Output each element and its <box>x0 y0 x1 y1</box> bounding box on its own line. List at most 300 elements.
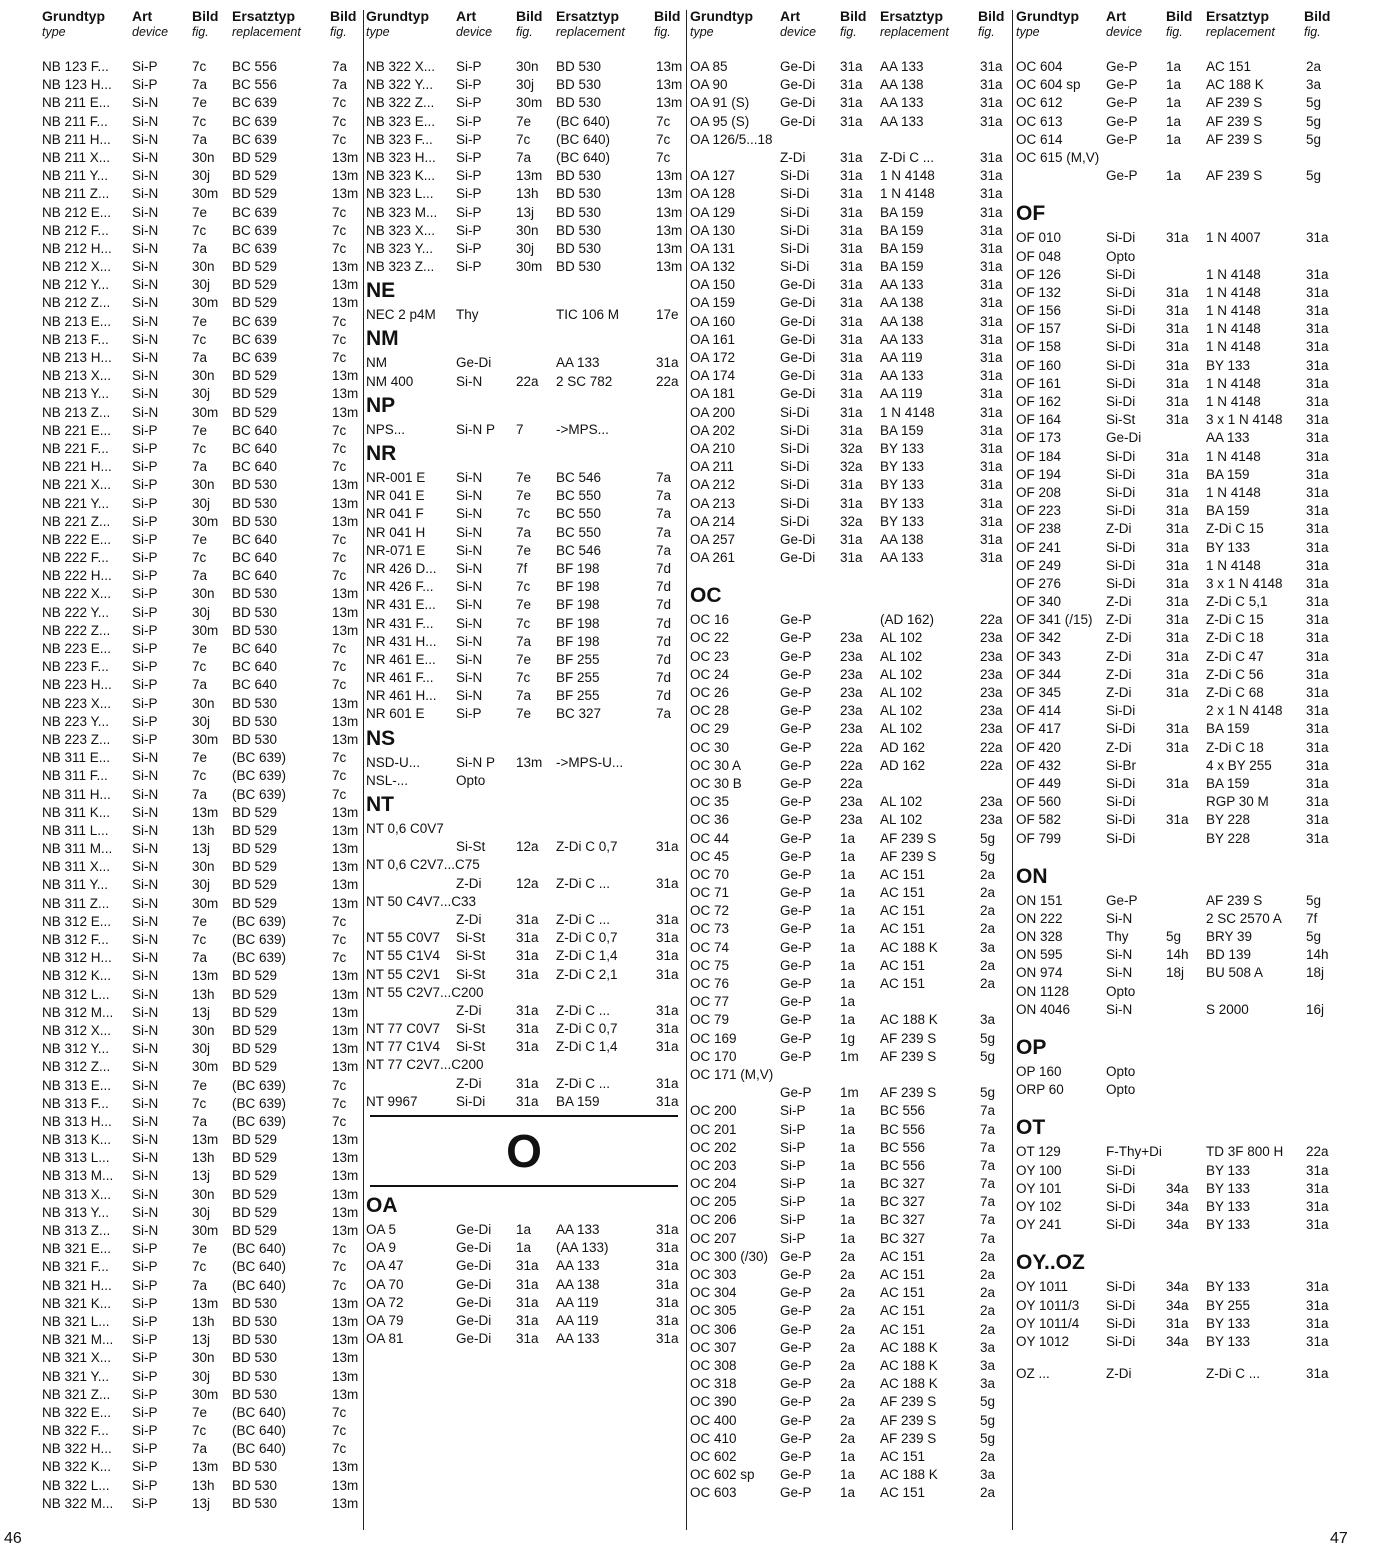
replacement-cell: BD 529 <box>232 1150 278 1166</box>
table-row <box>366 875 682 893</box>
table-row <box>690 975 1014 993</box>
fig-cell: 7e <box>192 313 208 329</box>
replacement-cell: Z-Di C ... <box>880 149 934 165</box>
table-row <box>1016 1315 1334 1333</box>
table-row <box>366 306 682 324</box>
type-cell: NB 311 M... <box>42 841 113 857</box>
type-cell: NB 223 Z... <box>42 731 111 747</box>
replacement-fig-cell: 16j <box>1306 1001 1325 1017</box>
device-cell: Si-P <box>132 677 158 693</box>
table-row <box>42 767 358 785</box>
type-cell: NB 211 Y... <box>42 168 109 184</box>
replacement-fig-cell: 2a <box>980 885 996 901</box>
device-cell: Z-Di <box>1106 630 1132 646</box>
replacement-fig-cell: 7f <box>1306 910 1318 926</box>
device-cell: Ge-P <box>780 1339 812 1355</box>
device-cell: Si-N <box>132 1022 159 1038</box>
replacement-cell: AA 138 <box>880 295 924 311</box>
type-cell: NB 312 H... <box>42 950 112 966</box>
type-cell: OF 156 <box>1016 303 1062 319</box>
replacement-cell: BA 159 <box>1206 503 1250 519</box>
fig-cell: 31a <box>1166 230 1189 246</box>
replacement-cell: Z-Di C 18 <box>1206 739 1264 755</box>
device-cell: Opto <box>456 772 486 788</box>
type-cell: NR 041 E <box>366 488 425 504</box>
table-row <box>1016 502 1334 520</box>
device-cell: Ge-P <box>780 1430 812 1446</box>
replacement-cell: (BC 639) <box>232 932 287 947</box>
replacement-cell: AF 239 S <box>1206 95 1263 111</box>
replacement-fig-cell: 13m <box>656 240 683 256</box>
replacement-fig-cell: 7a <box>656 470 672 485</box>
type-cell: OA 200 <box>690 404 736 420</box>
type-cell: NB 311 Y... <box>42 877 109 893</box>
table-row <box>1016 830 1334 848</box>
fig-cell: 31a <box>840 531 863 547</box>
fig-cell: 31a <box>840 259 863 275</box>
fig-cell: 31a <box>1166 539 1189 555</box>
device-cell: Si-Di <box>780 404 810 420</box>
replacement-fig-cell: 7c <box>332 440 347 456</box>
table-body <box>1016 58 1334 1383</box>
type-cell: OA 72 <box>366 1294 404 1310</box>
table-row <box>1016 411 1334 429</box>
replacement-fig-cell: 31a <box>1306 503 1329 519</box>
type-cell: NB 211 H... <box>42 131 111 147</box>
device-cell: Si-Di <box>1106 1279 1136 1295</box>
device-cell: Si-P <box>132 1332 158 1348</box>
table-row <box>690 1030 1014 1048</box>
header-type <box>42 8 105 40</box>
replacement-fig-cell: 13m <box>332 731 359 747</box>
table-row <box>366 354 682 372</box>
replacement-cell: BC 640 <box>232 550 278 566</box>
letter-divider <box>366 1111 682 1191</box>
type-cell: NB 323 K... <box>366 168 436 184</box>
replacement-cell: BC 640 <box>232 641 278 656</box>
replacement-fig-cell: 13m <box>332 895 359 911</box>
fig-cell: 30m <box>192 1386 219 1402</box>
fig-cell: 7e <box>516 706 532 722</box>
table-row <box>690 648 1014 666</box>
replacement-cell: BD 530 <box>556 168 602 184</box>
replacement-cell: BD 529 <box>232 859 278 875</box>
fig-cell: 31a <box>1166 321 1189 337</box>
type-cell: NR 461 H... <box>366 688 437 704</box>
replacement-fig-cell: 7c <box>332 1259 347 1275</box>
replacement-cell: BA 159 <box>1206 775 1250 791</box>
replacement-fig-cell: 31a <box>656 1002 679 1018</box>
table-row <box>42 604 358 622</box>
replacement-cell: BC 327 <box>880 1194 926 1210</box>
fig-cell: 30j <box>192 277 211 293</box>
fig-cell: 7c <box>192 932 207 947</box>
header-replacement-de: Ersatztyp <box>1206 8 1270 24</box>
type-cell: ON 222 <box>1016 910 1063 926</box>
device-cell: Si-N P <box>456 421 496 437</box>
fig-cell: 7c <box>192 768 207 784</box>
fig-cell: 7e <box>516 113 532 129</box>
fig-cell: 7e <box>516 470 532 485</box>
replacement-fig-cell: 13m <box>332 1295 359 1311</box>
table-row <box>366 1257 682 1275</box>
device-cell: Si-P <box>132 59 158 74</box>
device-cell: Si-N <box>132 295 159 311</box>
table-row <box>42 986 358 1004</box>
device-cell: Ge-P <box>780 1303 812 1319</box>
fig-cell: 13m <box>192 1459 219 1475</box>
type-cell: OC 45 <box>690 848 730 864</box>
replacement-fig-cell: 13m <box>332 1368 359 1384</box>
table-row <box>42 1331 358 1349</box>
type-cell: NB 321 Z... <box>42 1386 111 1402</box>
fig-cell: 31a <box>840 477 863 493</box>
device-cell: Si-N <box>132 1186 159 1202</box>
replacement-fig-cell: 31a <box>1306 666 1329 682</box>
replacement-fig-cell: 31a <box>980 513 1003 529</box>
replacement-fig-cell: 31a <box>1306 521 1329 537</box>
table-row <box>366 94 682 112</box>
table-row <box>366 204 682 222</box>
type-cell: OF 341 (/15) <box>1016 612 1093 628</box>
replacement-cell: BA 159 <box>880 222 924 238</box>
table-body <box>366 58 682 1348</box>
fig-cell: 7a <box>192 459 208 475</box>
table-row <box>366 1294 682 1312</box>
table-row <box>366 772 682 790</box>
replacement-cell: Z-Di C ... <box>556 1002 610 1018</box>
device-cell: Si-P <box>780 1212 806 1228</box>
type-cell: NB 221 Y... <box>42 495 110 511</box>
replacement-fig-cell: 13m <box>332 1223 359 1238</box>
table-row <box>1016 1198 1334 1216</box>
replacement-cell: AL 102 <box>880 648 923 664</box>
type-cell: ON 151 <box>1016 892 1063 908</box>
device-cell: Si-P <box>132 713 158 729</box>
table-row <box>1016 520 1334 538</box>
replacement-fig-cell: 7c <box>332 768 347 784</box>
replacement-cell: BD 529 <box>232 1168 278 1184</box>
replacement-fig-cell: 31a <box>656 355 679 371</box>
header-device-de: Art <box>1106 8 1127 24</box>
replacement-cell: AC 151 <box>1206 59 1252 74</box>
type-cell: OF 342 <box>1016 630 1062 646</box>
replacement-cell: BY 133 <box>1206 539 1251 555</box>
replacement-fig-cell: 31a <box>1306 594 1329 610</box>
type-cell: OC 30 A <box>690 757 742 773</box>
fig-cell: 30j <box>192 604 211 620</box>
device-cell: Si-N <box>132 786 159 802</box>
fig-cell: 31a <box>1166 685 1189 700</box>
type-cell: ON 4046 <box>1016 1001 1071 1017</box>
type-cell: OA 9 <box>366 1240 397 1256</box>
header-type <box>1016 8 1079 40</box>
replacement-fig-cell: 7c <box>332 222 347 238</box>
replacement-fig-cell: 13m <box>332 277 359 293</box>
replacement-cell: BD 530 <box>232 1477 278 1493</box>
table-row <box>42 331 358 349</box>
table-row <box>42 640 358 658</box>
table-row <box>690 1393 1014 1411</box>
fig-cell: 30n <box>192 1350 215 1366</box>
fig-cell: 7e <box>192 95 208 111</box>
replacement-fig-cell: 13m <box>332 1150 359 1166</box>
replacement-cell: 1 N 4148 <box>1206 375 1261 391</box>
type-cell: OA 131 <box>690 240 736 256</box>
replacement-cell: 1 N 4148 <box>1206 448 1261 464</box>
type-cell: NB 211 F... <box>42 113 108 129</box>
replacement-fig-cell: 7c <box>332 1113 347 1129</box>
table-row <box>690 1430 1014 1448</box>
replacement-fig-cell: 31a <box>1306 1279 1329 1295</box>
device-cell: Si-N <box>132 750 159 766</box>
replacement-cell: AC 188 K <box>880 1467 938 1483</box>
replacement-fig-cell: 7a <box>656 488 672 504</box>
type-cell: OA 172 <box>690 350 736 365</box>
fig-cell: 30n <box>192 695 215 711</box>
replacement-fig-cell: 2a <box>980 903 996 919</box>
fig-cell: 1g <box>840 1030 856 1046</box>
replacement-cell: AC 188 K <box>880 1376 938 1392</box>
replacement-fig-cell: 23a <box>980 630 1003 646</box>
device-cell: Si-P <box>456 706 482 722</box>
fig-cell: 7c <box>192 659 207 675</box>
device-cell: Ge-P <box>780 612 812 628</box>
table-row <box>1016 775 1334 793</box>
replacement-cell: AA 133 <box>880 95 924 111</box>
replacement-fig-cell: 31a <box>1306 1217 1329 1233</box>
fig-cell: 32a <box>840 440 863 456</box>
fig-cell: 31a <box>840 204 863 220</box>
header-replacement-de: Ersatztyp <box>556 8 620 24</box>
device-cell: Ge-P <box>780 757 812 773</box>
device-cell: Si-N <box>132 1041 159 1057</box>
device-cell: Ge-Di <box>780 331 816 347</box>
device-cell: Ge-Di <box>456 1294 492 1310</box>
table-row <box>690 1466 1014 1484</box>
table-row <box>690 1157 1014 1175</box>
replacement-cell: BC 556 <box>880 1121 926 1137</box>
type-cell: NB 322 X... <box>366 59 436 74</box>
type-cell: NB 312 X... <box>42 1022 112 1038</box>
header-fig-de: Bild <box>192 8 219 24</box>
table-row <box>42 113 358 131</box>
replacement-cell: 3 x 1 N 4148 <box>1206 575 1283 591</box>
type-cell: OA 81 <box>366 1331 404 1347</box>
table-row <box>42 94 358 112</box>
replacement-cell: AC 151 <box>880 1248 926 1264</box>
fig-cell: 7a <box>192 786 208 802</box>
replacement-cell: (BC 640) <box>232 1423 287 1439</box>
replacement-cell: Z-Di C 1,4 <box>556 948 618 964</box>
table-row <box>1016 1143 1334 1161</box>
replacement-fig-cell: 7c <box>332 113 347 129</box>
device-cell: Si-P <box>132 604 158 620</box>
device-cell: Si-Di <box>780 222 810 238</box>
replacement-fig-cell: 7c <box>332 750 347 766</box>
replacement-cell: (BC 639) <box>232 950 287 966</box>
replacement-cell: BD 530 <box>232 731 278 747</box>
big-letter: O <box>506 1125 542 1177</box>
device-cell: Si-P <box>132 1495 158 1511</box>
replacement-fig-cell: 7c <box>332 568 347 584</box>
type-cell: NB 322 K... <box>42 1459 112 1475</box>
replacement-cell: BC 639 <box>232 113 278 129</box>
fig-cell: 31a <box>1166 339 1189 355</box>
fig-cell: 23a <box>840 812 863 828</box>
table-row <box>690 531 1014 549</box>
replacement-fig-cell: 7a <box>656 506 672 522</box>
table-row <box>1016 666 1334 684</box>
header-type-en: type <box>42 25 66 39</box>
replacement-cell: AC 151 <box>880 1303 926 1319</box>
device-cell: Ge-P <box>780 885 812 901</box>
replacement-cell: AA 133 <box>880 113 924 129</box>
table-body <box>42 58 358 1513</box>
fig-cell: 23a <box>840 648 863 664</box>
replacement-fig-cell: 31a <box>980 495 1003 511</box>
table-row <box>42 167 358 185</box>
type-cell: NR-071 E <box>366 542 426 558</box>
replacement-fig-cell: 22a <box>1306 1144 1329 1160</box>
fig-cell: 34a <box>1166 1180 1189 1196</box>
fig-cell: 31a <box>840 422 863 438</box>
fig-cell: 31a <box>840 495 863 511</box>
table-row <box>366 167 682 185</box>
table-row <box>42 713 358 731</box>
device-cell: Si-N <box>132 950 159 966</box>
type-cell: NB 312 K... <box>42 968 112 984</box>
device-cell: Ge-P <box>780 1030 812 1046</box>
table-row <box>1016 375 1334 393</box>
fig-cell: 7f <box>516 560 528 576</box>
fig-cell: 31a <box>840 550 863 566</box>
replacement-fig-cell: 31a <box>656 839 679 855</box>
fig-cell: 30n <box>192 149 215 165</box>
table-row <box>366 1075 682 1093</box>
table-row <box>690 1302 1014 1320</box>
replacement-cell: BF 198 <box>556 633 600 649</box>
device-cell: Si-Di <box>1106 1217 1136 1233</box>
device-cell: Si-St <box>1106 412 1136 428</box>
type-cell: OA 174 <box>690 368 736 384</box>
fig-cell: 31a <box>516 1312 539 1328</box>
device-cell: Si-P <box>132 622 158 638</box>
device-cell: Si-P <box>780 1121 806 1137</box>
replacement-fig-cell: 31a <box>1306 412 1329 428</box>
table-row <box>42 531 358 549</box>
table-row <box>690 240 1014 258</box>
replacement-cell: AA 133 <box>880 277 924 293</box>
replacement-fig-cell: 31a <box>1306 575 1329 591</box>
table-row <box>690 1375 1014 1393</box>
section-heading: NR <box>366 442 397 465</box>
replacement-fig-cell: 31a <box>656 1093 679 1109</box>
table-row <box>1016 684 1334 702</box>
device-cell: Ge-Di <box>456 1240 492 1256</box>
replacement-cell: BD 530 <box>232 586 278 602</box>
table-row <box>690 204 1014 222</box>
fig-cell: 7a <box>192 77 208 93</box>
fig-cell: 7a <box>192 1277 208 1293</box>
type-cell: NB 321 M... <box>42 1332 114 1348</box>
type-cell: OC 308 <box>690 1357 737 1373</box>
section-heading: OT <box>1016 1116 1046 1140</box>
device-cell: Ge-Di <box>780 550 816 566</box>
column-header <box>690 8 1014 58</box>
device-cell: Si-P <box>132 1350 158 1366</box>
table-row <box>1016 466 1334 484</box>
device-cell: Si-Di <box>780 259 810 275</box>
type-cell: OA 79 <box>366 1312 404 1328</box>
fig-cell: 31a <box>1166 575 1189 591</box>
device-cell: Ge-Di <box>780 295 816 311</box>
replacement-cell: BD 529 <box>232 1004 278 1020</box>
device-cell: Ge-Di <box>456 355 492 371</box>
table-row <box>366 820 682 838</box>
device-cell: Si-Di <box>1106 394 1136 409</box>
replacement-cell: AC 151 <box>880 885 926 901</box>
replacement-cell: BD 530 <box>556 259 602 275</box>
type-cell: ORP 60 <box>1016 1082 1064 1098</box>
fig-cell: 1a <box>840 830 856 846</box>
replacement-cell: BC 556 <box>232 59 278 74</box>
replacement-cell: BD 530 <box>556 222 602 238</box>
table-row <box>366 373 682 391</box>
fig-cell: 31a <box>1166 1315 1189 1331</box>
replacement-cell: AA 133 <box>556 1222 600 1237</box>
device-cell: Z-Di <box>1106 1366 1132 1382</box>
fig-cell: 7a <box>516 149 532 165</box>
device-cell: Si-P <box>132 641 158 656</box>
table-row <box>1016 248 1334 266</box>
replacement-cell: 2 x 1 N 4148 <box>1206 703 1283 719</box>
table-row <box>690 385 1014 403</box>
table-row <box>366 1221 682 1239</box>
replacement-fig-cell: 7a <box>980 1176 996 1192</box>
device-cell: Ge-P <box>780 1394 812 1410</box>
spacer <box>1016 1234 1334 1248</box>
replacement-fig-cell: 31a <box>980 531 1003 547</box>
replacement-fig-cell: 31a <box>656 1294 679 1310</box>
header-device-de: Art <box>456 8 477 24</box>
type-cell: OF 432 <box>1016 757 1062 773</box>
type-cell: NB 322 L... <box>42 1477 110 1493</box>
replacement-cell: BF 255 <box>556 651 600 667</box>
replacement-cell: BC 640 <box>232 568 278 584</box>
device-cell: Si-St <box>456 839 486 855</box>
device-cell: Si-P <box>132 1459 158 1475</box>
fig-cell: 32a <box>840 513 863 529</box>
device-cell: Si-N <box>132 1204 159 1220</box>
fig-cell: 31a <box>1166 503 1189 519</box>
table-row <box>42 313 358 331</box>
replacement-cell: BC 327 <box>556 706 602 722</box>
type-cell: OC 74 <box>690 939 730 955</box>
replacement-cell: AC 151 <box>880 1321 926 1337</box>
fig-cell: 31a <box>840 368 863 384</box>
table-row <box>690 811 1014 829</box>
device-cell: Si-P <box>132 1313 158 1329</box>
replacement-fig-cell: 31a <box>1306 357 1329 373</box>
type-cell: ON 595 <box>1016 947 1063 963</box>
type-cell: NB 313 L... <box>42 1150 110 1166</box>
header-replacement-fig-de: Bild <box>330 8 357 24</box>
type-cell: NB 321 F... <box>42 1259 109 1275</box>
device-cell: Ge-P <box>780 1448 812 1464</box>
replacement-fig-cell: 5g <box>980 830 996 846</box>
replacement-cell: AA 138 <box>880 313 924 329</box>
